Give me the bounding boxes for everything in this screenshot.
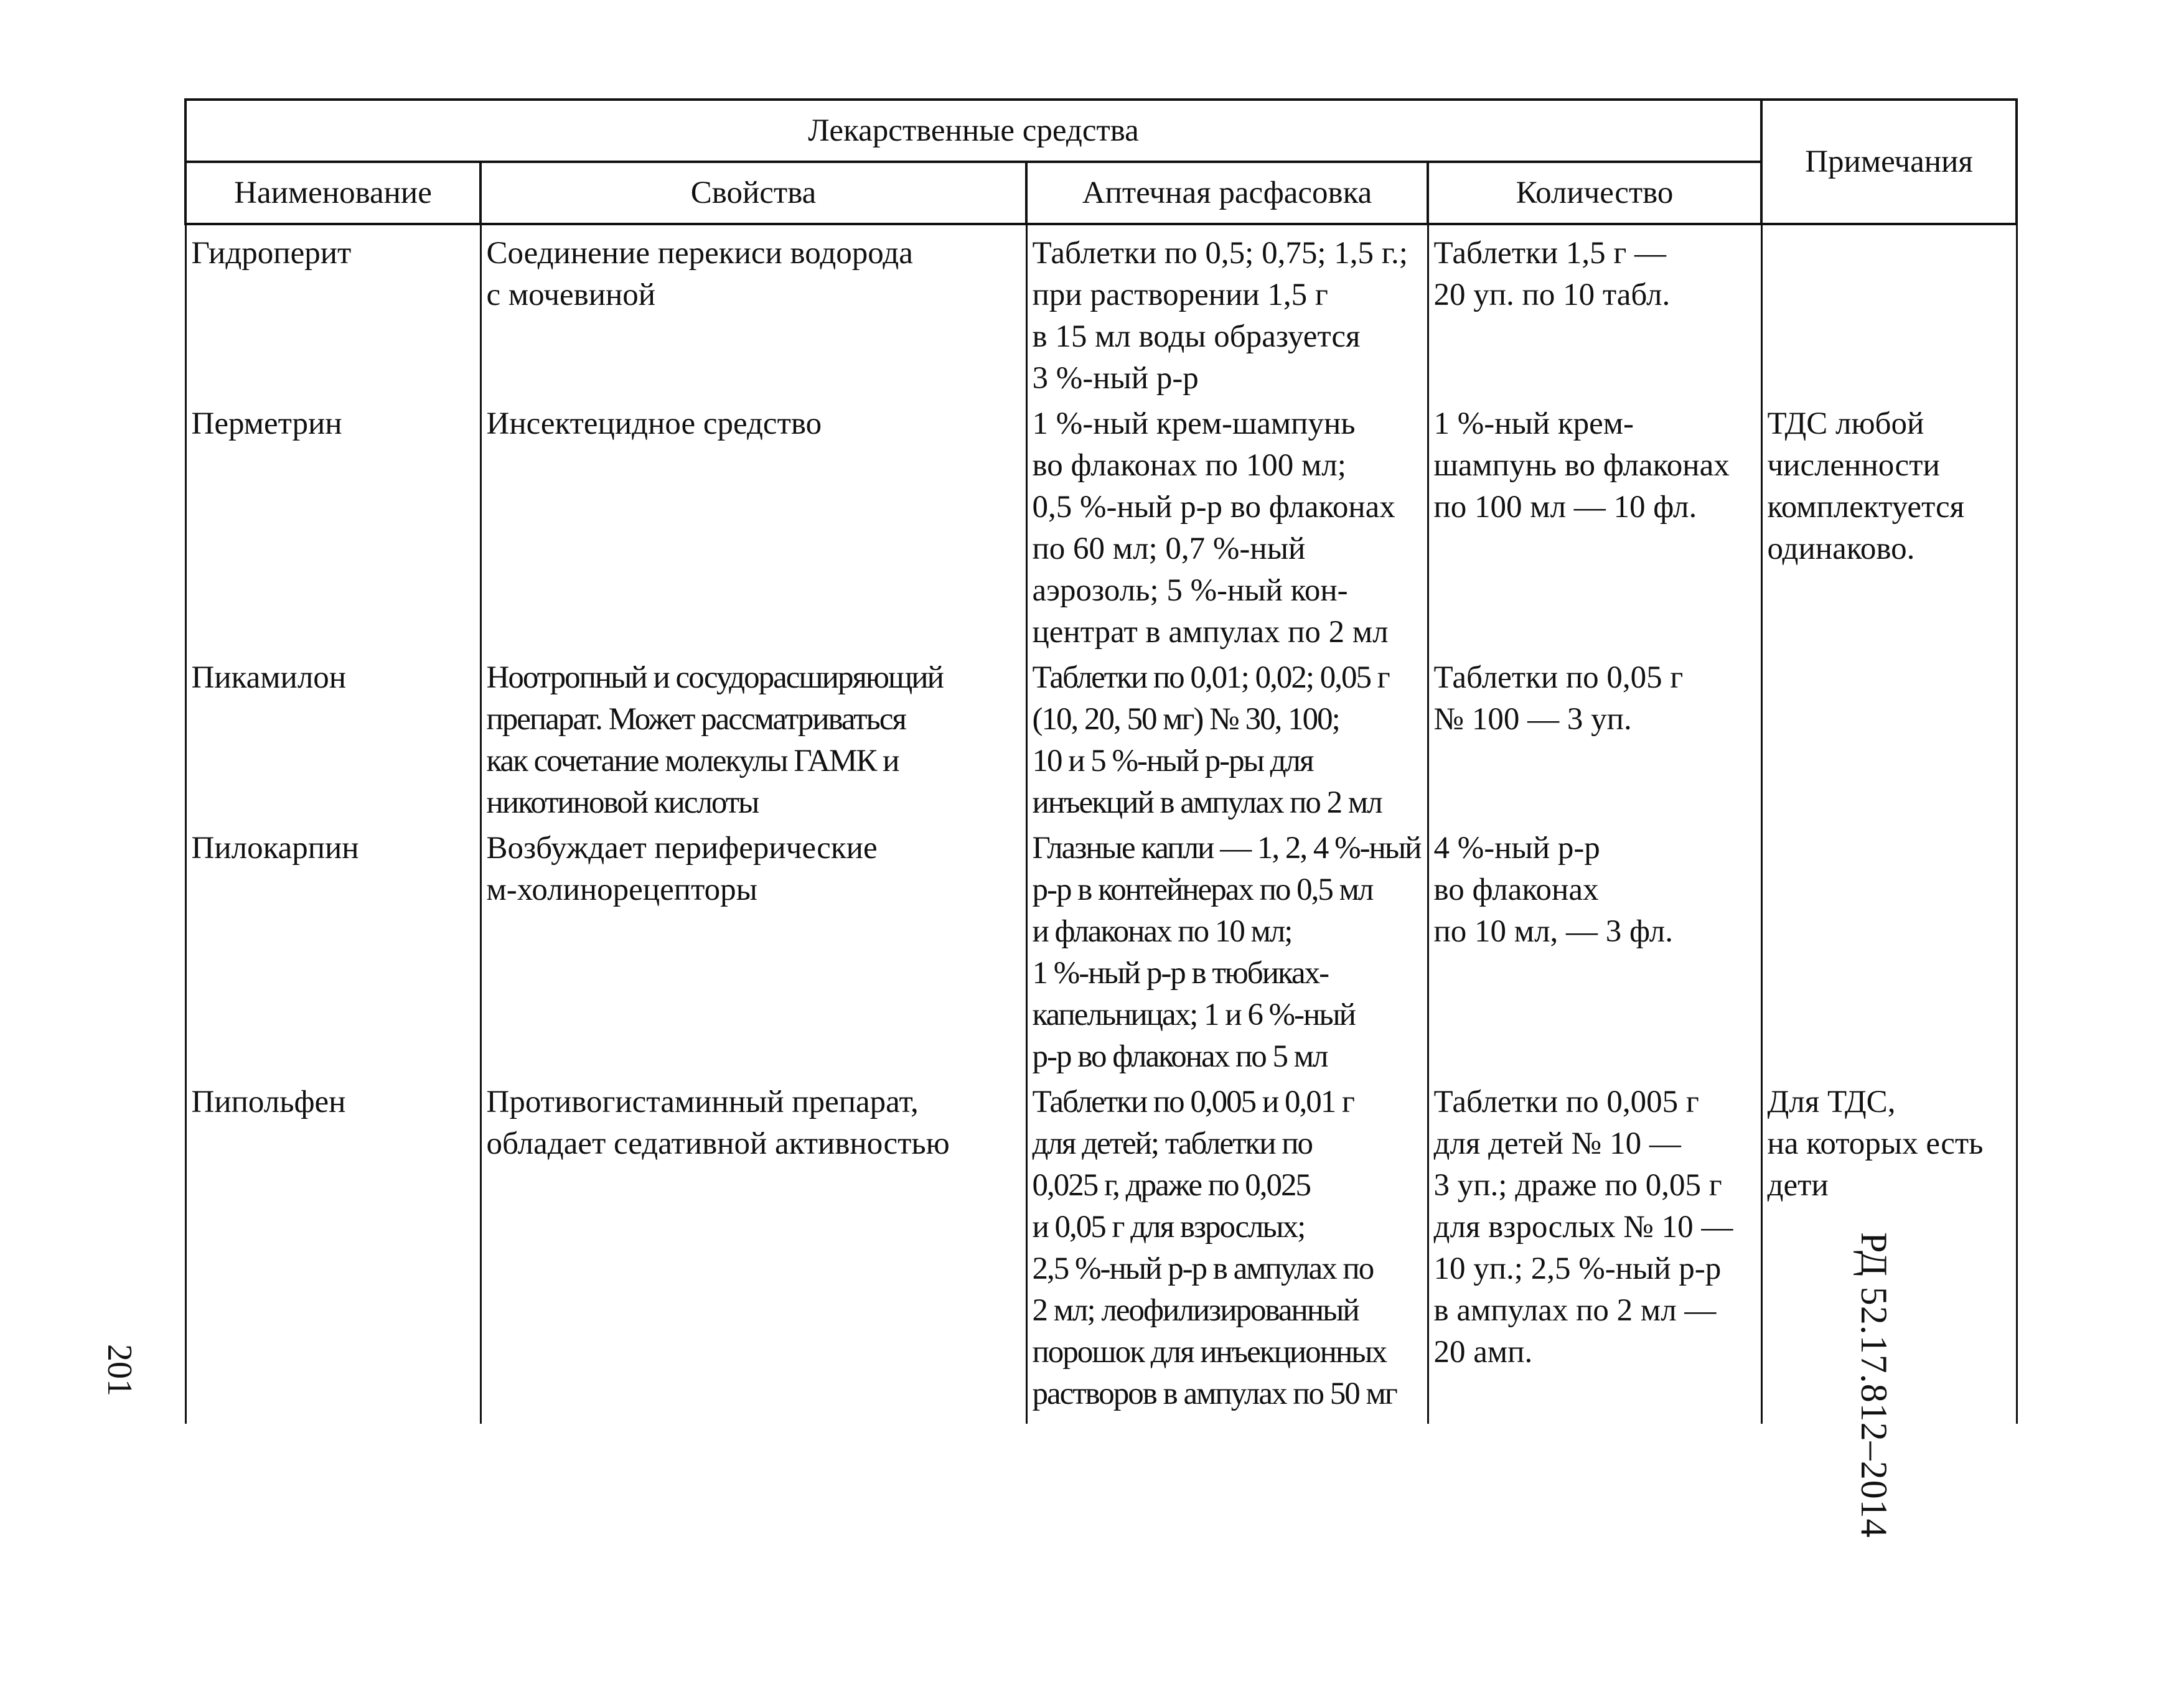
- cell-notes: Для ТДС, на которых есть дети: [1761, 1078, 2017, 1424]
- cell-packaging: Таблетки по 0,01; 0,02; 0,05 г (10, 20, 50 мг) № 30, 100; 10 и 5 %-ный р-ры для инъекций в ампулах по 2 мл: [1026, 653, 1428, 824]
- table-row: [185, 824, 2017, 1078]
- cell-name: Гидроперит: [185, 224, 480, 399]
- cell-properties: Противогистаминный препарат, обладает седативной активностью: [480, 1078, 1026, 1424]
- column-header-name: Наименование: [185, 162, 480, 224]
- cell-packaging: Таблетки по 0,005 и 0,01 г для детей; таблетки по 0,025 г, драже по 0,025 и 0,05 г для взрослых; 2,5 %-ный р-р в ампулах по 2 мл; леофилизированный порошок для инъекционных растворов в ампулах по 50 мг: [1026, 1078, 1428, 1424]
- cell-notes: [1761, 653, 2017, 824]
- notes-header: Примечания: [1761, 100, 2017, 224]
- column-header-quantity: Количество: [1428, 162, 1761, 224]
- cell-quantity: Таблетки по 0,005 г для детей № 10 — 3 уп.; драже по 0,05 г для взрослых № 10 — 10 уп.; 2,5 %-ный р-р в ампулах по 2 мл — 20 амп.: [1428, 1078, 1761, 1424]
- column-header-packaging: Аптечная расфасовка: [1026, 162, 1428, 224]
- table-row: [185, 399, 2017, 653]
- cell-name: Пипольфен: [185, 1078, 480, 1424]
- cell-properties: Возбуждает периферические м-холинорецепторы: [480, 824, 1026, 1078]
- cell-notes: [1761, 824, 2017, 1078]
- column-header-properties: Свойства: [480, 162, 1026, 224]
- cell-notes: ТДС любой численности комплектуется одинаково.: [1761, 399, 2017, 653]
- cell-notes: [1761, 224, 2017, 399]
- cell-quantity: Таблетки по 0,05 г № 100 — 3 уп.: [1428, 653, 1761, 824]
- table-header: [185, 100, 2017, 224]
- cell-quantity: Таблетки 1,5 г — 20 уп. по 10 табл.: [1428, 224, 1761, 399]
- cell-quantity: 4 %-ный р-р во флаконах по 10 мл, — 3 фл.: [1428, 824, 1761, 1078]
- cell-name: Перметрин: [185, 399, 480, 653]
- table-row: [185, 224, 2017, 399]
- cell-quantity: 1 %-ный крем- шампунь во флаконах по 100 мл — 10 фл.: [1428, 399, 1761, 653]
- table-row: [185, 1078, 2017, 1424]
- cell-packaging: 1 %-ный крем-шампунь во флаконах по 100 мл; 0,5 %-ный р-р во флаконах по 60 мл; 0,7 %-ный аэрозоль; 5 %-ный кон- центрат в ампулах по 2 мл: [1026, 399, 1428, 653]
- cell-name: Пилокарпин: [185, 824, 480, 1078]
- document-code: РД 52.17.812–2014: [1854, 1232, 1895, 1538]
- cell-name: Пикамилон: [185, 653, 480, 824]
- cell-properties: Ноотропный и сосудорасширяющий препарат. Может рассматриваться как сочетание молекулы ГАМК и никотиновой кислоты: [480, 653, 1026, 824]
- cell-properties: Соединение перекиси водорода с мочевиной: [480, 224, 1026, 399]
- page-number: 201: [100, 1344, 139, 1396]
- cell-properties: Инсектецидное средство: [480, 399, 1026, 653]
- table-row: [185, 653, 2017, 824]
- group-header: Лекарственные средства: [185, 100, 1761, 162]
- cell-packaging: Таблетки по 0,5; 0,75; 1,5 г.; при растворении 1,5 г в 15 мл воды образуется 3 %-ный р-р: [1026, 224, 1428, 399]
- cell-packaging: Глазные капли — 1, 2, 4 %-ный р-р в контейнерах по 0,5 мл и флаконах по 10 мл; 1 %-ный р-р в тюбиках- капельницах; 1 и 6 %-ный р-р во флаконах по 5 мл: [1026, 824, 1428, 1078]
- drug-table: [184, 98, 2018, 1424]
